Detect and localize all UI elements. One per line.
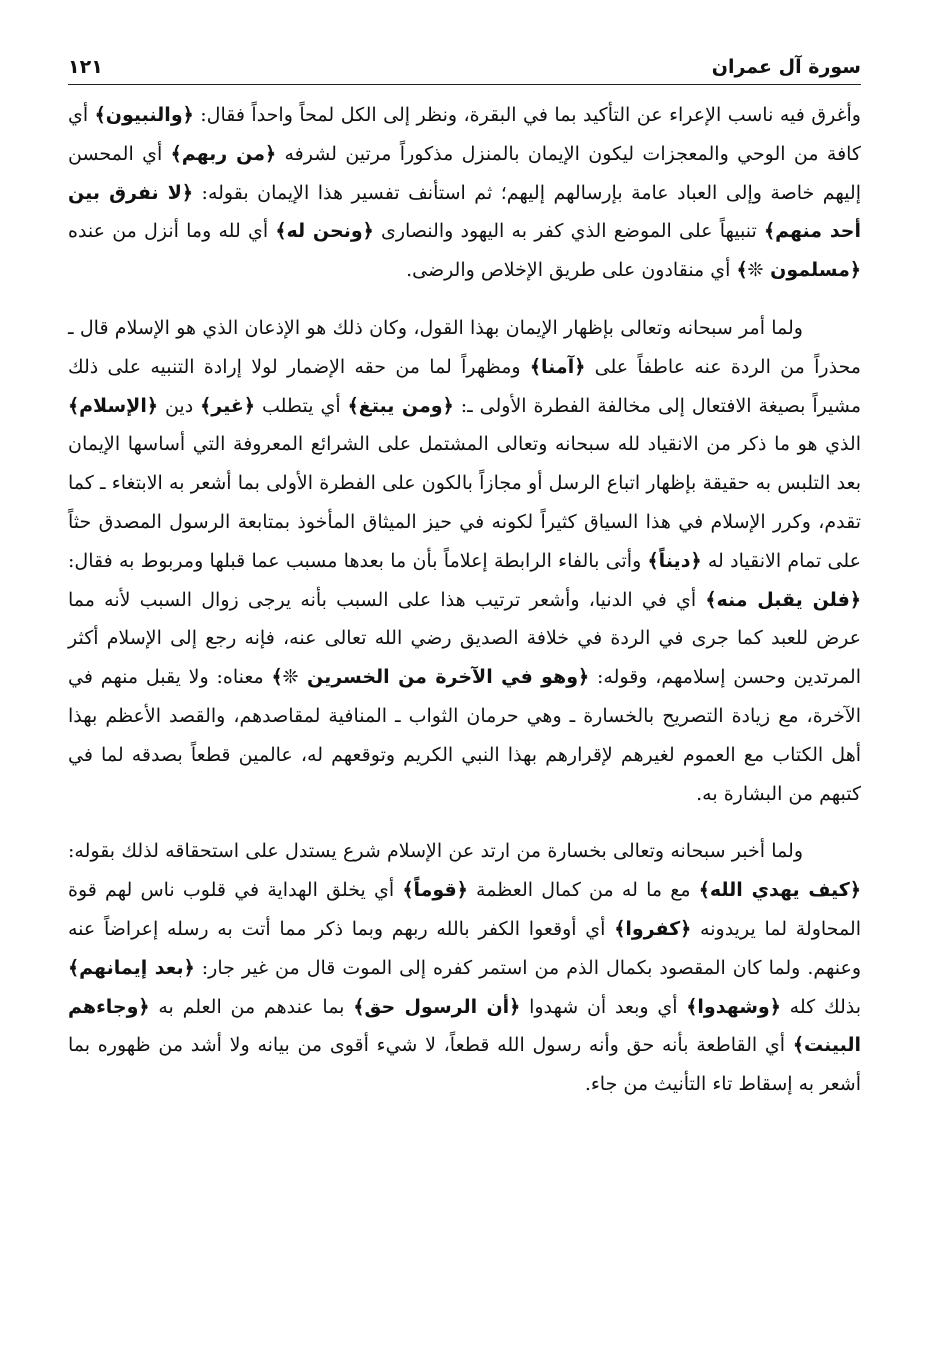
quran-quote: ﴿أن الرسول حق﴾ <box>353 995 521 1018</box>
commentary-text: الذي هو ما ذكر من الانقياد لله سبحانه وتعالى المشتمل على الشرائع المعروفة التي أساسها الإيمان بعد التلبس به حقيقة بإظهار اتباع الرسل أو مجازاً بالكون على الفطرة الأولى بما أشعر به الابتغاء ـ كما تقدم، وكرر الإسلام في هذا السياق كثيراً لكونه في حيز الميثاق المأخوذ بمتابعة الرسول المصدق حثاً على تمام الانقياد له <box>68 433 861 572</box>
quran-quote: ﴿كيف يهدي الله﴾ <box>698 879 861 902</box>
commentary-text: أي المحسن إليهم خاصة وإلى العباد عامة بإرسالهم إليهم؛ ثم استأنف تفسير هذا الإيمان بقوله: <box>68 142 861 204</box>
commentary-text: أي يخلق الهداية في قلوب ناس لهم قوة المحاولة لما يريدونه <box>68 879 861 940</box>
commentary-text: أي كافة من الوحي والمعجزات ليكون الإيمان بالمنزل مذكوراً مرتين لشرفه <box>68 104 861 165</box>
commentary-text: بما عندهم من العلم به <box>149 995 354 1018</box>
paragraph-2 <box>68 309 861 813</box>
paragraph-1 <box>68 96 861 290</box>
quran-quote: ﴿الإسلام﴾ <box>68 394 158 417</box>
commentary-text: ولما أمر سبحانه وتعالى بإظهار الإيمان بهذا القول، وكان ذلك هو الإذعان الذي هو الإسلام قال ـ محذراً من الردة عنه عاطفاً على <box>68 316 861 378</box>
commentary-text: وأغرق فيه ناسب الإعراء عن التأكيد بما في البقرة، ونظر إلى الكل لمحاً واحداً فقال: <box>193 104 861 126</box>
quran-quote: ﴿وشهدوا﴾ <box>686 995 781 1018</box>
commentary-text: أي لله وما أنزل من عنده <box>68 220 276 243</box>
quran-quote: ﴿مسلمون ❊﴾ <box>736 259 861 282</box>
quran-quote: ﴿كفروا﴾ <box>614 917 692 940</box>
commentary-text: تنبيهاً على الموضع الذي كفر به اليهود والنصارى <box>373 220 764 243</box>
commentary-text: أي القاطعة بأنه حق وأنه رسول الله قطعاً، لا شيء أقوى من بيانه ولا أشد من ظهوره بما أشعر به إسقاط تاء التأنيث من جاء. <box>68 1034 861 1096</box>
quran-quote: ﴿وجاءهم البينت﴾ <box>68 995 861 1057</box>
quran-quote: ﴿من ربهم﴾ <box>170 142 277 165</box>
commentary-text: بذلك كله <box>780 995 862 1018</box>
page-body <box>68 96 861 1104</box>
commentary-text: دين <box>157 394 201 417</box>
quran-quote: ﴿ونحن له﴾ <box>275 220 374 243</box>
page-header <box>68 50 861 85</box>
commentary-text: أي يتطلب <box>254 394 348 417</box>
quran-quote: ﴿وهو في الآخرة من الخسرين ❊﴾ <box>271 666 590 689</box>
quran-quote: ﴿لا نفرق بين أحد منهم﴾ <box>68 181 862 243</box>
commentary-text: مع ما له من كمال العظمة <box>467 879 699 902</box>
commentary-text: ولما أخبر سبحانه وتعالى بخسارة من ارتد عن الإسلام شرع يستدل على استحقاقه لذلك بقوله: <box>68 840 803 863</box>
quran-quote: ﴿بعد إيمانهم﴾ <box>68 956 195 979</box>
commentary-text: أي منقادون على طريق الإخلاص والرضى. <box>406 259 737 282</box>
commentary-text: أي وبعد أن شهدوا <box>520 995 687 1018</box>
commentary-text: وأتى بالفاء الرابطة إعلاماً بأن ما بعدها مسبب عما قبلها ومربوط به فقال: <box>68 549 648 572</box>
commentary-text: أي في الدنيا، وأشعر ترتيب هذا على السبب بأنه يرجى زوال السبب لأنه مما عرض للعبد كما جرى في الردة في خلافة الصديق رضي الله تعالى عنه، فإنه رجع إلى الإسلام أكثر المرتدين وحسن إسلامهم، وقوله: <box>68 588 862 689</box>
commentary-text: أي أوقعوا الكفر بالله ربهم وبما ذكر مما أتت به رسله إعراضاً عنه وعنهم. ولما كان المقصود بكمال الذم من استمر كفره إلى الموت قال من غير جار: <box>68 917 862 979</box>
quran-quote: ﴿قوماً﴾ <box>402 879 468 902</box>
quran-quote: ﴿والنبيون﴾ <box>94 104 194 126</box>
quran-quote: ﴿ومن يبتغ﴾ <box>347 394 454 417</box>
quran-quote: ﴿آمنا﴾ <box>529 355 586 378</box>
paragraph-3 <box>68 832 861 1104</box>
surah-title: سورة آل عمران <box>711 56 861 78</box>
quran-quote: ﴿غير﴾ <box>200 394 255 417</box>
commentary-text: ومظهراً لما من حقه الإضمار لولا إرادة التنبيه على ذلك مشيراً بصيغة الافتعال إلى مخالفة الفطرة الأولى ـ: <box>68 355 862 417</box>
quran-quote: ﴿فلن يقبل منه﴾ <box>705 588 862 611</box>
commentary-text: معناه: ولا يقبل منهم في الآخرة، مع زيادة التصريح بالخسارة ـ وهي حرمان الثواب ـ المنافية لمقاصدهم، والقصد الأعظم بهذا أهل الكتاب مع العموم لغيرهم لإقرارهم بهذا النبي الكريم وتوقعهم له، عالمين قطعاً بصدقه لما في كتبهم من البشارة به. <box>68 666 861 805</box>
page-number: ١٢١ <box>68 56 103 78</box>
quran-quote: ﴿ديناً﴾ <box>647 549 702 572</box>
